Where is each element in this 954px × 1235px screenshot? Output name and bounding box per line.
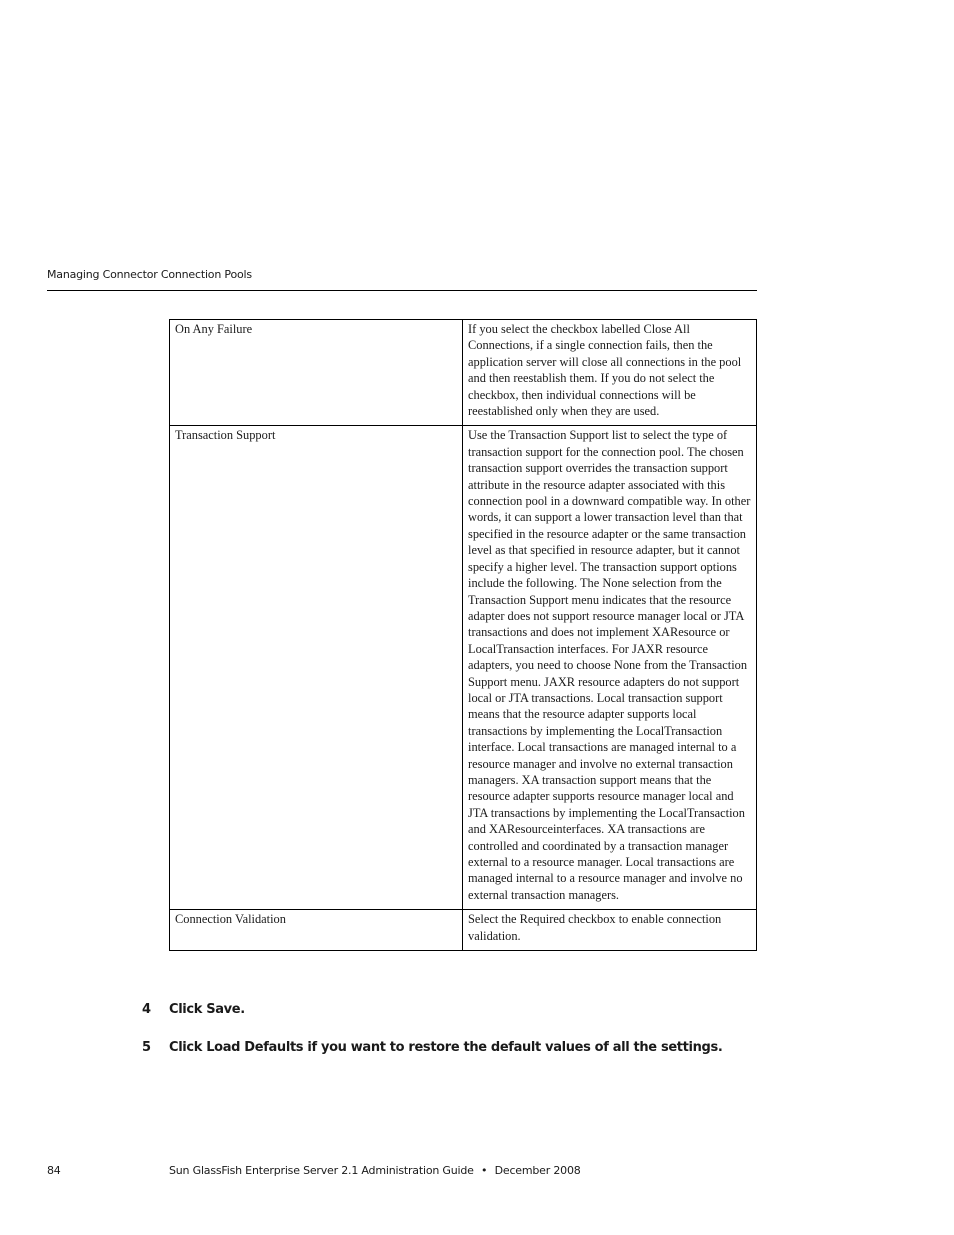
book-title: Sun GlassFish Enterprise Server 2.1 Administration Guide: [169, 1164, 474, 1177]
step-number: 4: [142, 1002, 151, 1017]
setting-description: Use the Transaction Support list to select the type of transaction support for the connection pool. The chosen transaction support overrides the transaction support attribute in the resource adapter associated with this connection pool in a downward compatible way. In other words, it can support a lower transaction level than that specified in the resource adapter or the same transaction level as that specified in resource adapter, but it cannot specify a higher level. The transaction support options include the following. The None selection from the Transaction Support menu indicates that the resource adapter does not support resource manager local or JTA transactions and does not implement XAResource or LocalTransaction interfaces. For JAXR resource adapters, you need to choose None from the Transaction Support menu. JAXR resource adapters do not support local or JTA transactions. Local transaction support means that the resource adapter supports local transactions by implementing the LocalTransaction interface. Local transactions are managed internal to a resource manager and involve no external transaction managers. XA transaction support means that the resource adapter supports resource manager local and JTA transactions by implementing the LocalTransaction and XAResourceinterfaces. XA transactions are controlled and coordinated by a transaction manager external to a resource manager. Local transactions are managed internal to a resource manager and involve no external transaction managers.: [463, 426, 757, 910]
setting-description: Select the Required checkbox to enable connection validation.: [463, 910, 757, 951]
table-row: [170, 320, 757, 426]
setting-name: Transaction Support: [170, 426, 463, 910]
step-4: [142, 1002, 245, 1017]
setting-name: Connection Validation: [170, 910, 463, 951]
setting-name: On Any Failure: [170, 320, 463, 426]
table-row: [170, 910, 757, 951]
footer-separator: •: [481, 1164, 488, 1177]
step-text: Click Load Defaults if you want to restore the default values of all the settings.: [169, 1040, 723, 1055]
running-header: Managing Connector Connection Pools: [47, 268, 252, 281]
page-number: 84: [47, 1164, 61, 1177]
footer-book-info: [169, 1164, 581, 1177]
step-number: 5: [142, 1040, 151, 1055]
step-5: [142, 1040, 722, 1055]
publication-date: December 2008: [494, 1164, 581, 1177]
step-text: Click Save.: [169, 1002, 245, 1017]
settings-table: [169, 319, 757, 951]
header-rule: [47, 290, 757, 291]
table-row: [170, 426, 757, 910]
setting-description: If you select the checkbox labelled Close All Connections, if a single connection fails, then the application server will close all connections in the pool and then reestablish them. If you do not select the checkbox, then individual connections will be reestablished only when they are used.: [463, 320, 757, 426]
